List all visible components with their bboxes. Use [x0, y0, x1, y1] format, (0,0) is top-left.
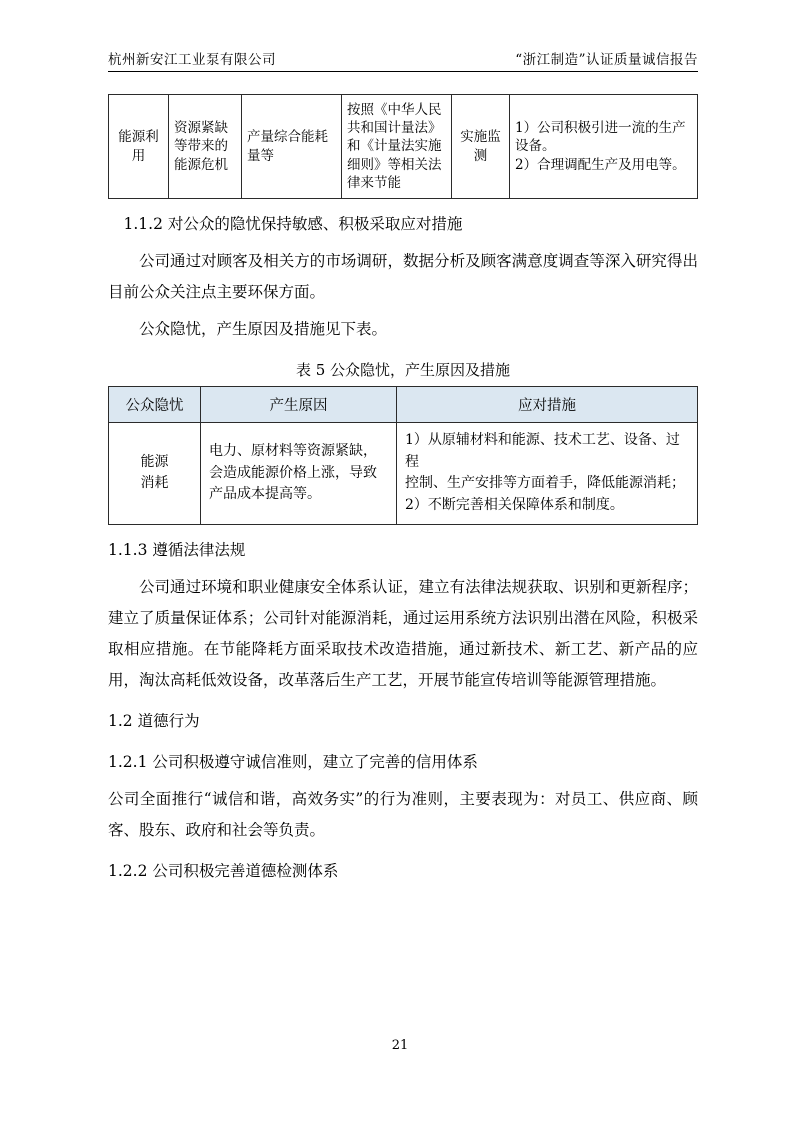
table-header-row	[109, 387, 698, 423]
page-header	[108, 48, 698, 71]
table5-header-measures: 应对措施	[397, 387, 698, 423]
measure-line: 2）合理调配生产及用电等。	[515, 156, 686, 173]
section-heading-1-2-1: 1.2.1 公司积极遵守诚信准则，建立了完善的信用体系	[108, 752, 478, 771]
measure-line: 2）不断完善相关保障体系和制度。	[405, 497, 624, 514]
risk-area-cell: 能源利用	[109, 95, 169, 199]
risk-description-cell: 资源紧缺等带来的能源危机	[169, 95, 242, 199]
section-1-1-3-paragraph: 公司通过环境和职业健康安全体系认证，建立有法律法规获取、识别和更新程序；建立了质量保证体系；公司针对能源消耗，通过运用系统方法识别出潜在风险，积极采取相应措施。在节能降耗方面采取技术改造措施，通过新技术、新工艺、新产品的应用，淘汰高耗低效设备，改革落后生产工艺，开展节能宣传培训等能源管理措施。	[108, 577, 698, 689]
section-heading-1-2: 1.2 道德行为	[108, 711, 200, 730]
header-report-title: “浙江制造”认证质量诚信报告	[515, 52, 698, 68]
public-concerns-table	[108, 386, 698, 525]
table5-header-concern: 公众隐忧	[109, 387, 201, 423]
concern-line: 消耗	[140, 475, 169, 492]
cause-line: 会造成能源价格上涨，导致	[209, 464, 377, 481]
header-divider	[108, 71, 698, 72]
cause-line: 电力、原材料等资源紧缺，	[209, 442, 377, 459]
measure-line: 1）公司积极引进一流的生产设备。	[515, 120, 686, 155]
measure-line: 1）从原辅材料和能源、技术工艺、设备、过程	[405, 432, 680, 470]
table5-concern-cell	[109, 423, 201, 525]
section-1-2-1-paragraph: 公司全面推行“诚信和谐，高效务实”的行为准则，主要表现为：对员工、供应商、顾客、股东、政府和社会等负责。	[108, 789, 698, 839]
section-1-1-2-paragraph-2: 公众隐忧，产生原因及措施见下表。	[139, 320, 388, 339]
measure-line: 控制、生产安排等方面着手，降低能源消耗；	[405, 475, 685, 492]
section-heading-1-1-2: 1.1.2 对公众的隐忧保持敏感、积极采取应对措施	[123, 215, 463, 234]
header-company-name: 杭州新安江工业泵有限公司	[108, 52, 276, 68]
table-row	[109, 423, 698, 525]
table5-caption: 表 5 公众隐忧，产生原因及措施	[295, 361, 511, 380]
section-1-1-2-paragraph-1: 公司通过对顾客及相关方的市场调研，数据分析及顾客满意度调查等深入研究得出目前公众关注点主要环保方面。	[108, 252, 698, 302]
risk-regulation-cell: 按照《中华人民共和国计量法》和《计量法实施细则》等相关法律来节能	[342, 95, 452, 199]
risk-monitoring-cell: 实施监测	[452, 95, 510, 199]
risk-table	[108, 94, 698, 199]
section-heading-1-2-2: 1.2.2 公司积极完善道德检测体系	[108, 861, 339, 880]
table-row	[109, 95, 698, 199]
table5-cause-cell	[201, 423, 397, 525]
cause-line: 产品成本提高等。	[209, 486, 321, 503]
table5-header-cause: 产生原因	[201, 387, 397, 423]
concern-line: 能源	[140, 453, 169, 470]
risk-measures-cell	[510, 95, 698, 199]
risk-indicator-cell: 产量综合能耗量等	[242, 95, 342, 199]
section-heading-1-1-3: 1.1.3 遵循法律法规	[108, 540, 246, 559]
page-content	[108, 48, 698, 887]
page-number: 21	[391, 1038, 409, 1053]
table5-measures-cell	[397, 423, 698, 525]
